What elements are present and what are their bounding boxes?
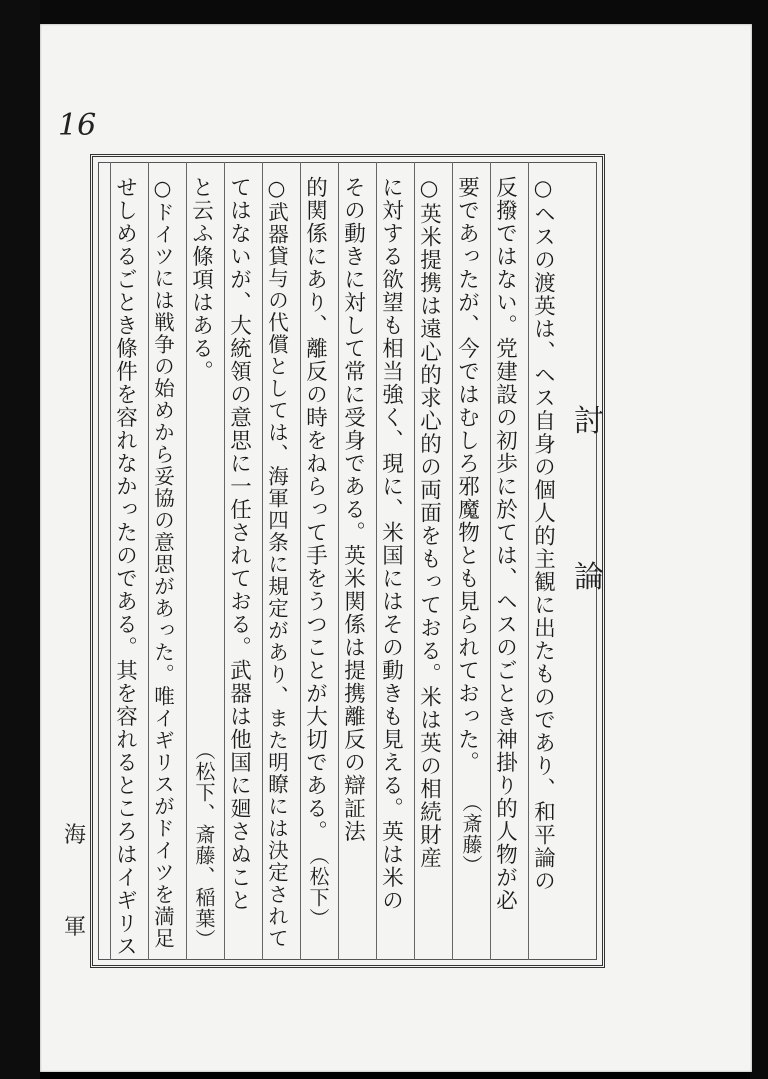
column-divider [338, 162, 339, 960]
column-divider [452, 162, 453, 960]
column-divider [110, 162, 111, 960]
text-column-3: 要であったが、今ではむしろ邪魔物とも見られておった。 [454, 176, 480, 774]
text-column-6: その動きに対して常に受身である。英米関係は提携離反の辯証法 [340, 176, 366, 843]
text-column-1: ○ヘスの渡英は、ヘス自身の個人的主観に出たものであり、和平論の [530, 176, 556, 893]
text-column-5: に対する欲望も相当強く、現に、米国にはその動きも見える。英は米の [378, 176, 404, 912]
text-column-7: 的関係にあり、離反の時をねらって手をうつことが大切である。 [302, 176, 328, 843]
speaker-note-1: （斎藤） [459, 792, 483, 876]
column-divider [300, 162, 301, 960]
column-divider [414, 162, 415, 960]
text-column-2: 反撥ではない。党建設の初歩に於ては、ヘスのごとき神掛り的人物が必 [492, 176, 518, 912]
text-column-12: せしめるごとき條件を容れなかったのである。其を容れるところはイギリス [112, 176, 138, 958]
title-char-1: 討 [574, 404, 604, 439]
scan-border-left [0, 0, 40, 1079]
page-number: 16 [58, 108, 97, 143]
column-divider [490, 162, 491, 960]
scan-border-right [750, 0, 768, 1079]
text-column-10: と云ふ條項はある。 [188, 176, 214, 383]
text-column-8: ○武器貸与の代償としては、海軍四条に規定があり、また明瞭には決定されて [264, 176, 289, 950]
column-divider [262, 162, 263, 960]
column-divider [186, 162, 187, 960]
margin-label-1: 海 [64, 823, 87, 848]
text-column-11: ○ドイツには戦争の始めから妥協の意思があった。唯イギリスがドイツを満足 [150, 176, 175, 950]
text-column-4: ○英米提携は遠心的求心的の両面をもっておる。米は英の相続財産 [416, 176, 442, 870]
column-divider [224, 162, 225, 960]
speaker-note-3: （松下、斎藤、稲葉） [192, 740, 216, 950]
speaker-note-2: （松下） [306, 845, 330, 929]
margin-label-2: 軍 [64, 915, 87, 940]
column-divider [528, 162, 529, 960]
column-divider [376, 162, 377, 960]
column-divider [148, 162, 149, 960]
text-column-9: てはないが、大統領の意思に一任されておる。武器は他国に廻さぬこと [226, 176, 252, 912]
title-char-2: 論 [574, 560, 604, 595]
